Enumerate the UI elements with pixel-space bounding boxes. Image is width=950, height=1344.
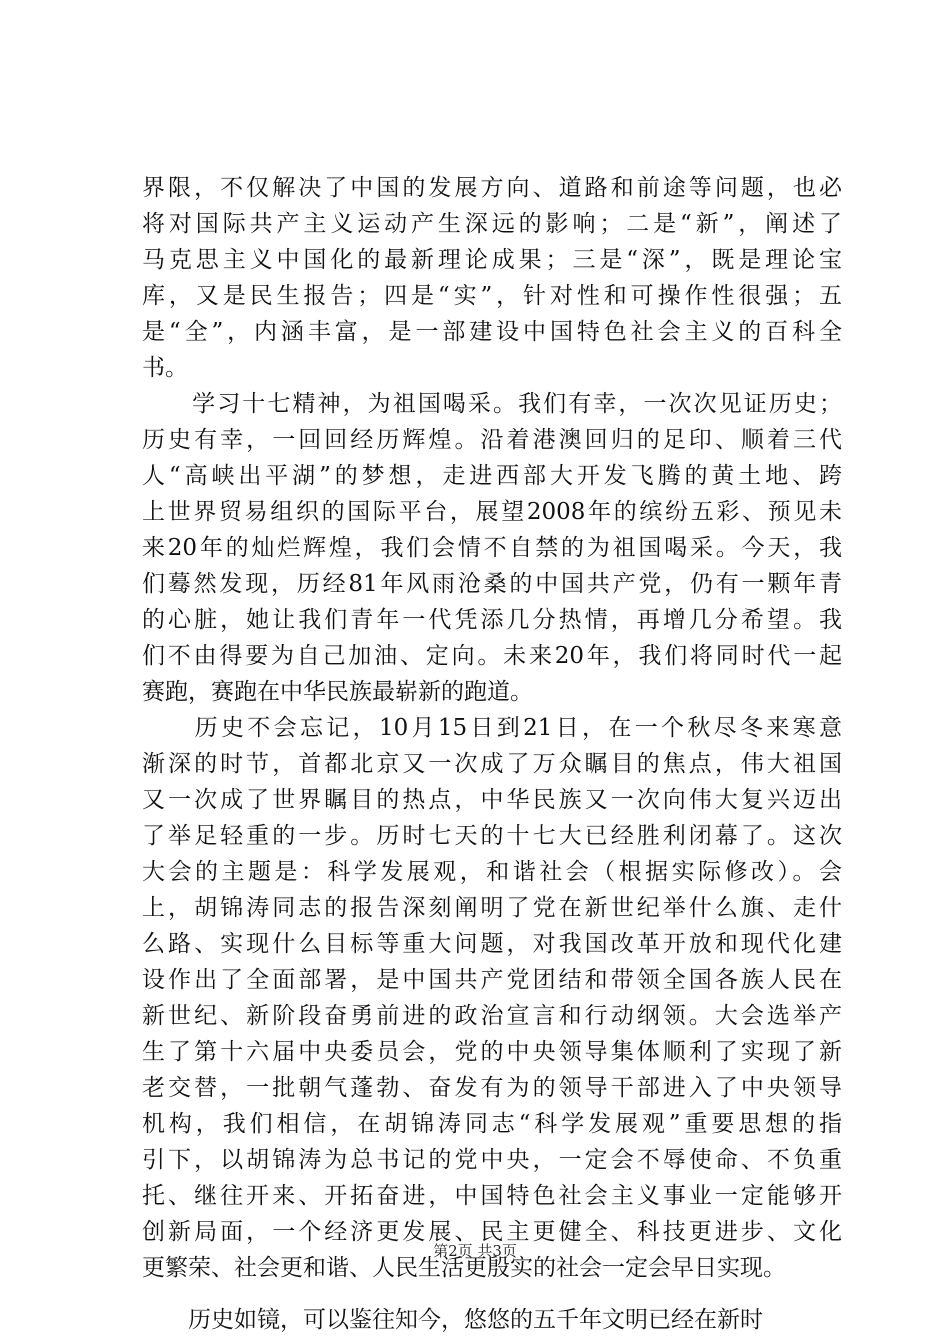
text-line: 机构，我们相信，在胡锦涛同志“科学发展观”重要思想的指 [142, 1111, 842, 1137]
text-line: 上世界贸易组织的国际平台，展望2008年的缤纷五彩、预见未 [142, 499, 842, 525]
text-line: 们不由得要为自己加油、定向。未来20年，我们将同时代一起 [142, 643, 842, 669]
text-line: 老交替，一批朝气蓬勃、奋发有为的领导干部进入了中央领导 [142, 1075, 842, 1101]
text-line: 生了第十六届中央委员会，党的中央领导集体顺利了实现了新 [142, 1039, 842, 1065]
text-line: 新世纪、新阶段奋勇前进的政治宣言和行动纲领。大会选举产 [142, 1003, 842, 1029]
text-line: 的心脏，她让我们青年一代凭添几分热情，再增几分希望。我 [142, 607, 842, 633]
text-line: 们蓦然发现，历经81年风雨沧桑的中国共产党，仍有一颗年青 [142, 571, 842, 597]
text-line: 来20年的灿烂辉煌，我们会情不自禁的为祖国喝采。今天，我 [142, 535, 842, 561]
text-line: 历史不会忘记，10月15日到21日，在一个秋尽冬来寒意 [142, 715, 842, 741]
text-line: 上，胡锦涛同志的报告深刻阐明了党在新世纪举什么旗、走什 [142, 895, 842, 921]
paragraph [142, 386, 842, 710]
document-body [142, 170, 842, 1338]
text-line: 赛跑，赛跑在中华民族最崭新的跑道。 [142, 679, 533, 705]
paragraph [142, 170, 842, 386]
paragraph-gap [142, 1286, 842, 1302]
text-line: 将对国际共产主义运动产生深远的影响；二是“新”，阐述了 [142, 211, 842, 237]
text-line: 创新局面，一个经济更发展、民主更健全、科技更进步、文化 [142, 1219, 842, 1245]
text-line: 了举足轻重的一步。历时七天的十七大已经胜利闭幕了。这次 [142, 823, 842, 849]
text-line: 是“全”，内涵丰富，是一部建设中国特色社会主义的百科全 [142, 319, 842, 345]
text-line: 更繁荣、社会更和谐、人民生活更殷实的社会一定会早日实现。 [142, 1255, 786, 1281]
text-line: 库，又是民生报告；四是“实”，针对性和可操作性很强；五 [142, 283, 842, 309]
text-line: 马克思主义中国化的最新理论成果；三是“深”，既是理论宝 [142, 247, 842, 273]
text-line: 历史如镜，可以鉴往知今，悠悠的五千年文明已经在新时 [142, 1307, 763, 1333]
text-line: 设作出了全面部署，是中国共产党团结和带领全国各族人民在 [142, 967, 842, 993]
text-line: 托、继往开来、开拓奋进，中国特色社会主义事业一定能够开 [142, 1183, 842, 1209]
paragraph [142, 1302, 842, 1338]
text-line: 界限，不仅解决了中国的发展方向、道路和前途等问题，也必 [142, 175, 842, 201]
text-line: 引下，以胡锦涛为总书记的党中央，一定会不辱使命、不负重 [142, 1147, 842, 1173]
text-line: 历史有幸，一回回经历辉煌。沿着港澳回归的足印、顺着三代 [142, 427, 842, 453]
paragraph [142, 710, 842, 1286]
text-line: 渐深的时节，首都北京又一次成了万众瞩目的焦点，伟大祖国 [142, 751, 842, 777]
text-line: 学习十七精神，为祖国喝采。我们有幸，一次次见证历史； [142, 391, 842, 417]
text-line: 人“高峡出平湖”的梦想，走进西部大开发飞腾的黄土地、跨 [142, 463, 842, 489]
text-line: 书。 [142, 355, 188, 381]
text-line: 么路、实现什么目标等重大问题，对我国改革开放和现代化建 [142, 931, 842, 957]
text-line: 大会的主题是：科学发展观，和谐社会（根据实际修改）。会 [142, 859, 842, 885]
text-line: 又一次成了世界瞩目的热点，中华民族又一次向伟大复兴迈出 [142, 787, 842, 813]
page-footer: 第2页 共3页 [433, 1242, 517, 1260]
